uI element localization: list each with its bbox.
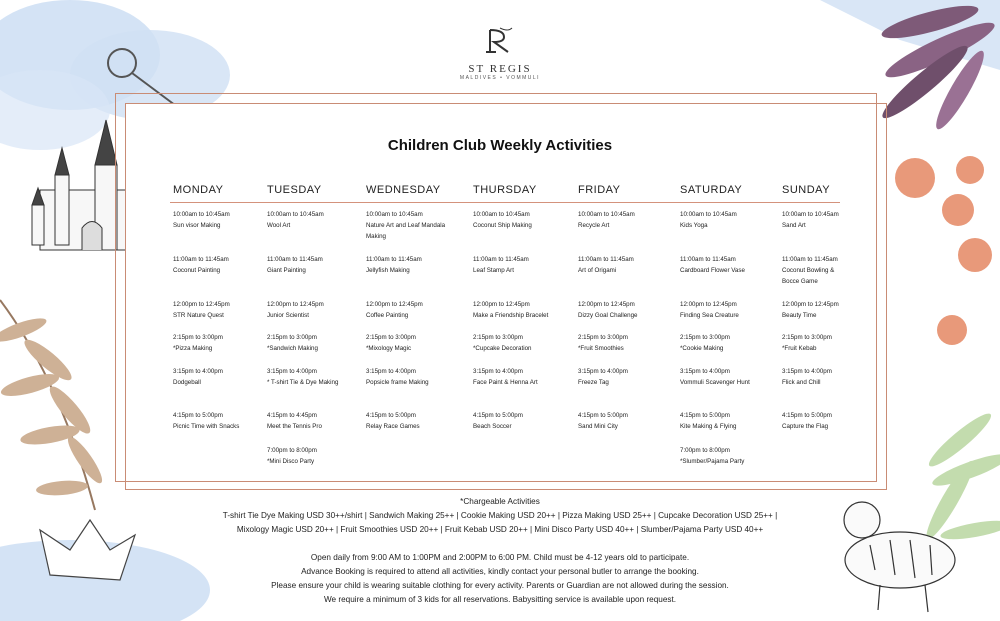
chargeable-line-1: T-shirt Tie Dye Making USD 30++/shirt | Sandwich Making 25++ | Cookie Making USD 20++ | Pizza Making USD 25++ | Cupcake Decoration USD 25++ | (222, 511, 778, 520)
activity-slot (267, 410, 322, 432)
activity-name-continued: Bocce Game (782, 278, 818, 285)
activity-name: Recycle Art (578, 222, 610, 229)
activity-time: 10:00am to 10:45am (366, 211, 423, 218)
activity-name: *Mixology Magic (366, 345, 412, 352)
activity-time: 2:15pm to 3:00pm (782, 334, 832, 341)
activity-time: 2:15pm to 3:00pm (366, 334, 416, 341)
activity-slot (366, 209, 445, 242)
activity-time: 12:00pm to 12:45pm (473, 301, 530, 308)
activity-name: Beauty Time (782, 312, 817, 319)
activity-slot (267, 366, 338, 388)
activity-time: 11:00am to 11:45am (473, 256, 529, 263)
activity-time: 4:15pm to 5:00pm (782, 412, 832, 419)
activity-slot (782, 209, 839, 231)
activity-name: * T-shirt Tie & Dye Making (267, 379, 339, 386)
activity-time: 11:00am to 11:45am (680, 256, 736, 263)
activity-time: 12:00pm to 12:45pm (578, 301, 635, 308)
activity-name: Relay Race Games (366, 423, 420, 430)
activity-slot (680, 209, 737, 231)
chargeable-line-2: Mixology Magic USD 20++ | Fruit Smoothies USD 20++ | Fruit Kebab USD 20++ | Mini Disco Party USD 40++ | Slumber/Pajama Party USD 40++ (236, 525, 764, 534)
activity-slot (473, 299, 548, 321)
activity-time: 10:00am to 10:45am (782, 211, 839, 218)
activity-time: 2:15pm to 3:00pm (578, 334, 628, 341)
activity-time: 3:15pm to 4:00pm (782, 368, 832, 375)
activity-name: *Mini Disco Party (267, 458, 315, 465)
activity-time: 4:15pm to 5:00pm (366, 412, 416, 419)
activity-slot (680, 410, 736, 432)
activity-name: Coffee Painting (366, 312, 409, 319)
day-header-thursday: THURSDAY (473, 184, 537, 196)
activity-slot (578, 209, 635, 231)
activity-slot (680, 445, 744, 467)
activity-slot (173, 410, 239, 432)
activity-time: 11:00am to 11:45am (782, 256, 838, 263)
activity-slot (578, 332, 628, 354)
activity-name: Meet the Tennis Pro (267, 423, 322, 430)
activity-time: 11:00am to 11:45am (578, 256, 634, 263)
activity-name: *Fruit Kebab (782, 345, 817, 352)
activity-slot (578, 254, 634, 276)
activity-time: 4:15pm to 5:00pm (680, 412, 730, 419)
activity-time: 7:00pm to 8:00pm (267, 447, 317, 454)
activity-slot (366, 299, 423, 321)
activity-slot (366, 366, 429, 388)
activity-time: 3:15pm to 4:00pm (680, 368, 730, 375)
day-header-monday: MONDAY (173, 184, 224, 196)
activity-name: Beach Soccer (473, 423, 512, 430)
brand-logo (450, 26, 550, 81)
activity-slot (267, 254, 323, 276)
info-line: Advance Booking is required to attend all activities, kindly contact your personal butler to arrange the booking. (301, 567, 699, 576)
info-line: We require a minimum of 3 kids for all reservations. Babysitting service is available upon request. (323, 595, 677, 604)
activity-name: Sand Art (782, 222, 806, 229)
activity-name: Finding Sea Creature (680, 312, 739, 319)
activity-time: 11:00am to 11:45am (173, 256, 229, 263)
activity-time: 10:00am to 10:45am (578, 211, 635, 218)
info-line: Open daily from 9:00 AM to 1:00PM and 2:00PM to 6:00 PM. Child must be 4-12 years old to participate. (310, 553, 690, 562)
activity-name: *Fruit Smoothies (578, 345, 624, 352)
activity-slot (782, 332, 832, 354)
activity-slot (173, 299, 230, 321)
activity-time: 3:15pm to 4:00pm (366, 368, 416, 375)
activity-slot (366, 254, 422, 276)
activity-name: Junior Scientist (267, 312, 309, 319)
day-header-wednesday: WEDNESDAY (366, 184, 441, 196)
day-header-friday: FRIDAY (578, 184, 621, 196)
activity-time: 12:00pm to 12:45pm (366, 301, 423, 308)
activity-time: 3:15pm to 4:00pm (473, 368, 523, 375)
activity-name: Flick and Chill (782, 379, 821, 386)
activity-name: Wool Art (267, 222, 291, 229)
activity-name: Dizzy Goal Challenge (578, 312, 638, 319)
info-line: Please ensure your child is wearing suitable clothing for every activity. Parents or Guardian are not allowed during the session. (271, 581, 729, 590)
activity-time: 4:15pm to 5:00pm (578, 412, 628, 419)
activity-name: Coconut Bowling & (782, 267, 835, 274)
activity-slot (173, 209, 230, 231)
activity-slot (267, 332, 318, 354)
brand-name: ST REGIS (468, 63, 532, 75)
activity-slot (680, 366, 750, 388)
leaf-illustration (0, 300, 107, 510)
activity-time: 11:00am to 11:45am (267, 256, 323, 263)
day-header-tuesday: TUESDAY (267, 184, 322, 196)
brand-subtitle: MALDIVES • VOMMULI (459, 75, 541, 81)
activity-name: *Slumber/Pajama Party (680, 458, 745, 465)
activity-slot (173, 254, 229, 276)
activity-name: STR Nature Quest (173, 312, 224, 319)
activity-slot (680, 332, 730, 354)
activity-name: Make a Friendship Bracelet (473, 312, 549, 319)
activity-slot (782, 410, 832, 432)
activity-name: Art of Origami (578, 267, 617, 274)
orchid-illustration (895, 156, 992, 345)
activity-slot (366, 332, 416, 354)
activity-name: Leaf Stamp Art (473, 267, 514, 274)
activity-name: Capture the Flag (782, 423, 829, 430)
activity-name: *Pizza Making (173, 345, 213, 352)
activity-name: Sun visor Making (173, 222, 221, 229)
activity-time: 10:00am to 10:45am (267, 211, 324, 218)
activity-time: 10:00am to 10:45am (173, 211, 230, 218)
activity-slot (473, 332, 531, 354)
activity-slot (680, 299, 739, 321)
activity-time: 4:15pm to 5:00pm (173, 412, 223, 419)
activity-time: 3:15pm to 4:00pm (578, 368, 628, 375)
activity-name: Face Paint & Henna Art (473, 379, 538, 386)
activity-slot (473, 410, 523, 432)
palm-leaf-illustration (921, 408, 1000, 543)
day-header-saturday: SATURDAY (680, 184, 743, 196)
activity-time: 2:15pm to 3:00pm (173, 334, 223, 341)
activity-time: 12:00pm to 12:45pm (782, 301, 839, 308)
activity-time: 12:00pm to 12:45pm (267, 301, 324, 308)
activity-name: Jellyfish Making (366, 267, 410, 274)
activity-time: 3:15pm to 4:00pm (173, 368, 223, 375)
activity-name: *Cookie Making (680, 345, 724, 352)
activity-time: 4:15pm to 4:45pm (267, 412, 317, 419)
activity-name: Popsicle frame Making (366, 379, 429, 386)
activity-slot (578, 366, 628, 388)
activity-time: 2:15pm to 3:00pm (267, 334, 317, 341)
activity-slot (782, 254, 838, 287)
activity-name: Kite Making & Flying (680, 423, 737, 430)
activity-time: 10:00am to 10:45am (680, 211, 737, 218)
activity-name-continued: Making (366, 233, 386, 240)
activity-slot (473, 366, 538, 388)
activity-slot (173, 366, 223, 388)
activity-name: Nature Art and Leaf Mandala (366, 222, 446, 229)
activity-time: 10:00am to 10:45am (473, 211, 530, 218)
activity-name: Cardboard Flower Vase (680, 267, 745, 274)
activity-slot (782, 366, 832, 388)
activity-slot (578, 410, 628, 432)
activity-slot (267, 299, 324, 321)
activity-name: *Sandwich Making (267, 345, 318, 352)
st-regis-monogram-icon (482, 26, 518, 56)
activity-slot (782, 299, 839, 321)
activity-time: 12:00pm to 12:45pm (173, 301, 230, 308)
header-divider (170, 202, 840, 203)
activity-name: Coconut Ship Making (473, 222, 532, 229)
activity-slot (173, 332, 223, 354)
day-header-sunday: SUNDAY (782, 184, 831, 196)
activity-slot (366, 410, 420, 432)
page-title: Children Club Weekly Activities (387, 137, 613, 154)
activity-name: Giant Painting (267, 267, 306, 274)
activity-time: 4:15pm to 5:00pm (473, 412, 523, 419)
activity-time: 2:15pm to 3:00pm (680, 334, 730, 341)
activity-name: Freeze Tag (578, 379, 609, 386)
activity-name: Kids Yoga (680, 222, 708, 229)
activity-name: Sand Mini City (578, 423, 618, 430)
activity-time: 3:15pm to 4:00pm (267, 368, 317, 375)
activity-name: Vommuli Scavenger Hunt (680, 379, 750, 386)
activity-slot (578, 299, 638, 321)
activity-name: *Cupcake Decoration (473, 345, 532, 352)
activity-name: Picnic Time with Snacks (173, 423, 240, 430)
activity-time: 2:15pm to 3:00pm (473, 334, 523, 341)
activity-slot (267, 445, 317, 467)
activity-time: 7:00pm to 8:00pm (680, 447, 730, 454)
activity-slot (267, 209, 324, 231)
activity-name: Dodgeball (173, 379, 201, 386)
activity-slot (473, 209, 532, 231)
activity-name: Coconut Painting (173, 267, 221, 274)
activity-time: 12:00pm to 12:45pm (680, 301, 737, 308)
activity-slot (473, 254, 529, 276)
activity-slot (680, 254, 745, 276)
chargeable-heading: *Chargeable Activities (460, 497, 540, 506)
activity-time: 11:00am to 11:45am (366, 256, 422, 263)
